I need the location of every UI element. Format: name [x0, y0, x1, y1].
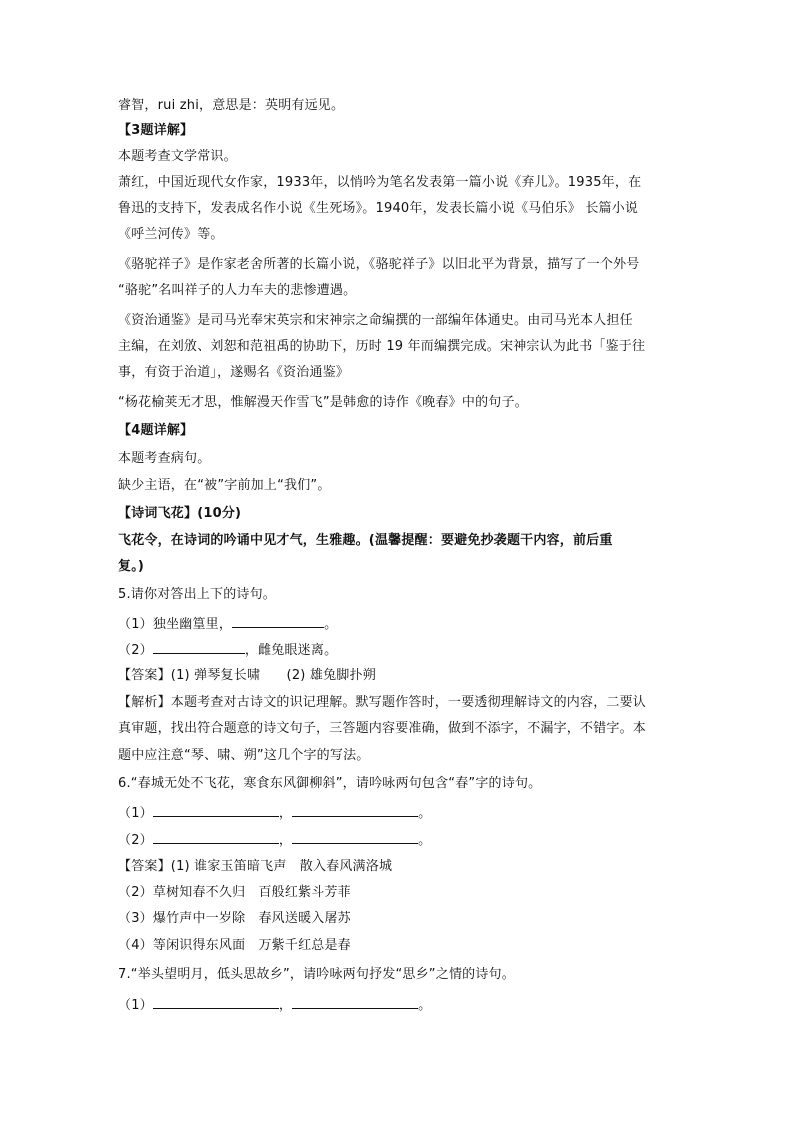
q5-line-2 [118, 640, 337, 660]
q3-intro: 本题考查文学常识。 [118, 149, 237, 164]
section-description-line: 飞花令，在诗词的吟诵中见才气，生雅趣。(温馨提醒：要避免抄袭题干内容，前后重 [118, 533, 613, 548]
q3-luotuo-line: 《骆驼祥子》是作家老舍所著的长篇小说，《骆驼祥子》以旧北平为背景，描写了一个外号 [118, 257, 640, 272]
section-title: 【诗词飞花】(10分) [118, 506, 242, 521]
q3-zizhi-line: 《资治通鉴》是司马光奉宋英宗和宋神宗之命编撰的一部编年体通史。由司马光本人担任 [118, 313, 633, 328]
q6-answer-blank[interactable] [153, 830, 279, 844]
q4-answer: 缺少主语，在“被”字前加上“我们”。 [118, 478, 331, 493]
q3-luotuo-line: “骆驼”名叫祥子的人力车夫的悲惨遭遇。 [118, 283, 357, 298]
q6-comma: ， [278, 833, 293, 848]
q6-blank-label: （1） [118, 806, 153, 821]
q3-xiaohong-line: 鲁迅的支持下，发表成名作小说《生死场》。1940年，发表长篇小说《马伯乐》 长篇小说 [118, 201, 639, 216]
q5-line-2-suffix: ，雌兔眼迷离。 [244, 643, 338, 658]
q6-blank-line-1 [118, 803, 431, 823]
q5-answer-blank[interactable] [153, 640, 245, 654]
q7-answer-blank[interactable] [153, 995, 279, 1009]
q5-line-2-prefix: （2） [118, 643, 153, 658]
q5-line-1-suffix: 。 [324, 617, 338, 632]
q7-blank-label: （1） [118, 998, 153, 1013]
q6-prompt: 6.“春城无处不飞花，寒食东风御柳斜”，请吟咏两句包含“春”字的诗句。 [118, 776, 542, 791]
q6-comma: ， [278, 806, 293, 821]
q3-xiaohong-line: 《呼兰河传》等。 [118, 227, 224, 242]
q5-answer: 【答案】(1) 弹琴复长啸 (2) 雄兔脚扑朔 [118, 668, 376, 683]
q7-period: 。 [418, 998, 432, 1013]
q6-period: 。 [418, 806, 432, 821]
q6-blank-line-2 [118, 830, 431, 850]
q4-intro: 本题考查病句。 [118, 451, 211, 466]
section-description-line: 复。) [118, 559, 145, 574]
q5-analysis-line: 【解析】本题考查对古诗文的识记理解。默写题作答时，一要透彻理解诗文的内容，二要认 [118, 695, 647, 710]
q3-heading: 【3题详解】 [118, 123, 194, 138]
q7-blank-line-1 [118, 995, 431, 1015]
q6-blank-label: （2） [118, 833, 153, 848]
q3-yanghua-line: “杨花榆荚无才思，惟解漫天作雪飞”是韩愈的诗作《晚春》中的句子。 [118, 395, 528, 410]
q4-heading: 【4题详解】 [118, 423, 194, 438]
q3-zizhi-line: 事，有资于治道」，遂赐名《资治通鉴》 [118, 365, 350, 380]
q7-prompt: 7.“举头望明月，低头思故乡”，请吟咏两句抒发“思乡”之情的诗句。 [118, 967, 515, 982]
q6-answer-line: （4）等闲识得东风面 万紫千红总是春 [118, 938, 351, 953]
q6-answer-blank[interactable] [292, 830, 418, 844]
q6-answer-blank[interactable] [292, 803, 418, 817]
q5-line-1-prefix: （1）独坐幽篁里， [118, 617, 233, 632]
q6-answer-line: （3）爆竹声中一岁除 春风送暖入屠苏 [118, 911, 351, 926]
q6-period: 。 [418, 833, 432, 848]
q2-explanation-tail: 睿智，rui zhi，意思是：英明有远见。 [118, 98, 345, 113]
q5-analysis-line: 题中应注意“琴、啸、朔”这几个字的写法。 [118, 748, 370, 763]
q6-answer-line: 【答案】(1) 谁家玉笛暗飞声 散入春风满洛城 [118, 859, 393, 874]
q5-answer-blank[interactable] [232, 614, 324, 628]
q3-zizhi-line: 主编，在刘攽、刘恕和范祖禹的协助下，历时 19 年而编撰完成。宋神宗认为此书「鉴于往 [118, 339, 646, 354]
q6-answer-blank[interactable] [153, 803, 279, 817]
q5-analysis-line: 真审题，找出符合题意的诗文句子，三答题内容要准确，做到不添字，不漏字，不错字。本 [118, 721, 647, 736]
q5-line-1 [118, 614, 337, 634]
q5-prompt: 5.请你对答出上下的诗句。 [118, 587, 277, 602]
q7-answer-blank[interactable] [292, 995, 418, 1009]
q7-comma: ， [278, 998, 293, 1013]
q6-answer-line: （2）草树知春不久归 百般红紫斗芳菲 [118, 885, 351, 900]
q3-xiaohong-line: 萧红，中国近现代女作家，1933年，以悄吟为笔名发表第一篇小说《弃儿》。1935年，在 [118, 175, 642, 190]
